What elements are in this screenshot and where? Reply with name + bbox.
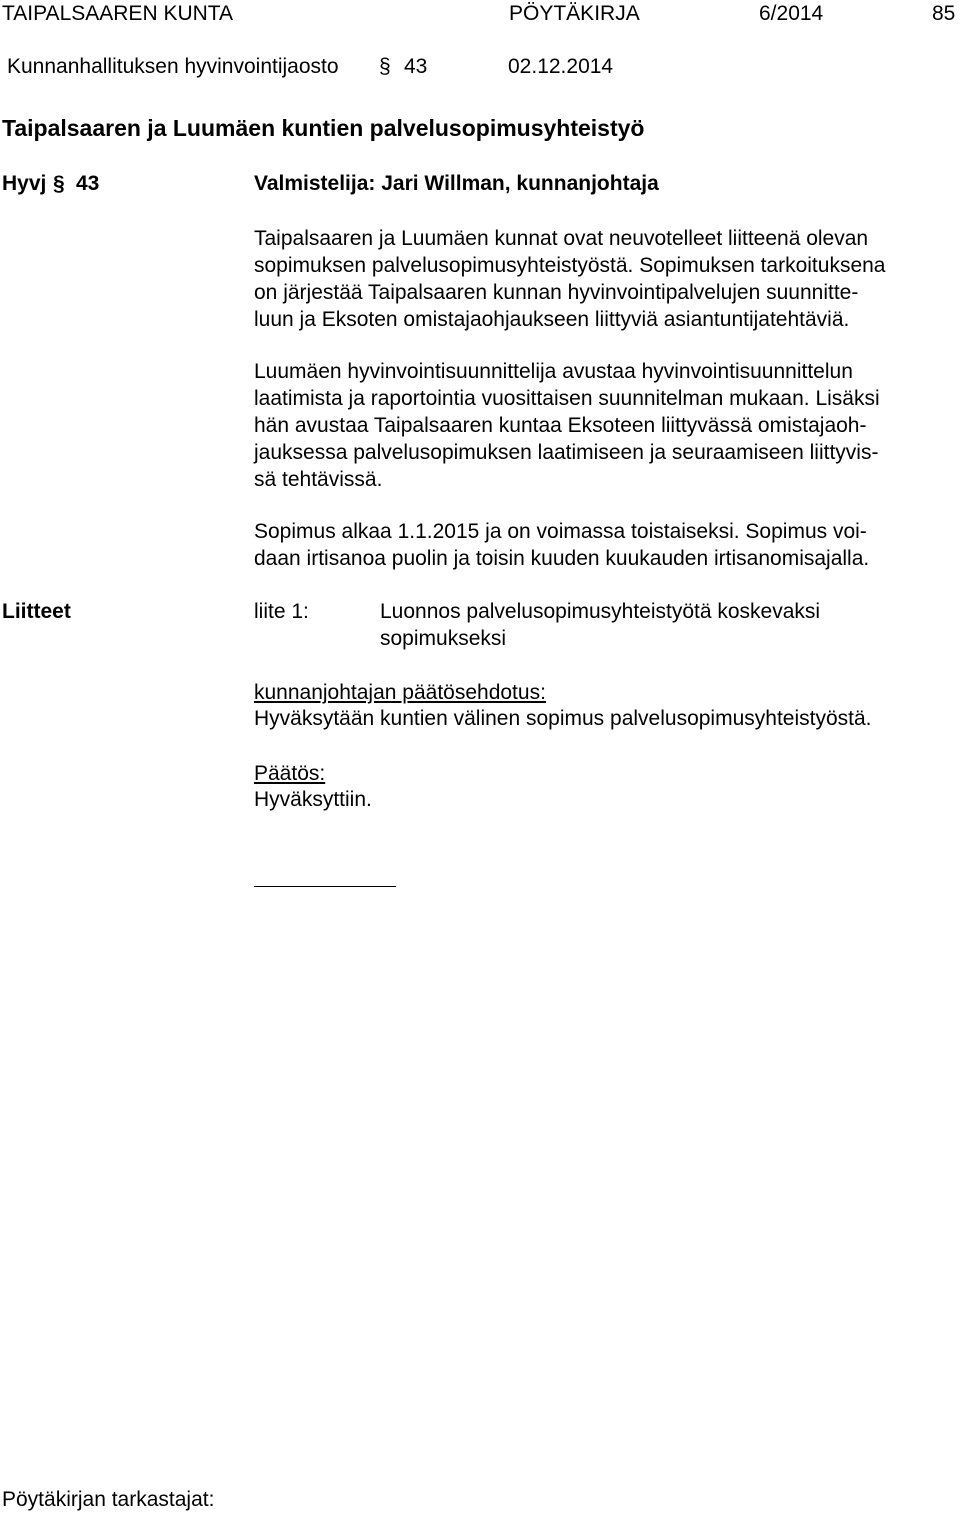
- attachment-line: Luonnos palvelusopimusyhteistyötä koskevaksi: [380, 600, 821, 623]
- attachment-item-text: [380, 598, 820, 652]
- paragraph-line: hän avustaa Taipalsaaren kuntaa Eksoteen liittyvässä omistajaoh-: [254, 414, 867, 437]
- issue-number: 6/2014: [759, 2, 824, 25]
- section-sign-header: §: [379, 55, 391, 78]
- proposal-heading: kunnanjohtajan päätösehdotus:: [254, 681, 546, 704]
- paragraph-line: laatimista ja raportointia vuosittaisen suunnitelman mukaan. Lisäksi: [254, 387, 880, 410]
- paragraph-2: [254, 358, 960, 493]
- page-number: 85: [932, 2, 956, 25]
- paragraph-1: [254, 225, 960, 333]
- organization-name: TAIPALSAAREN KUNTA: [2, 2, 234, 25]
- attachment-item-label: liite 1:: [254, 600, 309, 623]
- attachments-label: Liitteet: [2, 600, 71, 623]
- paragraph-line: sä tehtävissä.: [254, 468, 383, 491]
- body-name: Kunnanhallituksen hyvinvointijaosto: [7, 55, 339, 78]
- section-ref-sign: §: [53, 172, 65, 195]
- section-ref-number: 43: [76, 172, 100, 195]
- meeting-date: 02.12.2014: [508, 55, 614, 78]
- paragraph-line: daan irtisanoa puolin ja toisin kuuden kuukauden irtisanomisajalla.: [254, 547, 870, 570]
- decision-text: Hyväksyttiin.: [254, 788, 372, 811]
- paragraph-line: luun ja Eksoten omistajaohjaukseen liittyviä asiantuntijatehtäviä.: [254, 308, 850, 331]
- section-number-header: 43: [404, 55, 428, 78]
- attachment-line: sopimukseksi: [380, 627, 507, 650]
- preparer: Valmistelija: Jari Willman, kunnanjohtaja: [254, 172, 659, 195]
- paragraph-line: Taipalsaaren ja Luumäen kunnat ovat neuvotelleet liitteenä olevan: [254, 227, 869, 250]
- page-title: Taipalsaaren ja Luumäen kuntien palvelusopimusyhteistyö: [2, 115, 645, 141]
- paragraph-line: Sopimus alkaa 1.1.2015 ja on voimassa toistaiseksi. Sopimus voi-: [254, 520, 867, 543]
- reviewers-label: Pöytäkirjan tarkastajat:: [2, 1488, 215, 1511]
- paragraph-line: on järjestää Taipalsaaren kunnan hyvinvointipalvelujen suunnitte-: [254, 281, 859, 304]
- section-ref-label: Hyvj: [2, 172, 47, 195]
- paragraph-line: Luumäen hyvinvointisuunnittelija avustaa hyvinvointisuunnittelun: [254, 360, 853, 383]
- proposal-text: Hyväksytään kuntien välinen sopimus palvelusopimusyhteistyöstä.: [254, 707, 872, 730]
- paragraph-line: jauksessa palvelusopimuksen laatimiseen ja seuraamiseen liittyvis-: [254, 441, 879, 464]
- paragraph-line: sopimuksen palvelusopimusyhteistyöstä. Sopimuksen tarkoituksena: [254, 254, 886, 277]
- signature-line: [254, 886, 396, 887]
- decision-heading: Päätös:: [254, 762, 326, 785]
- paragraph-3: [254, 518, 960, 572]
- document-type: PÖYTÄKIRJA: [509, 2, 640, 25]
